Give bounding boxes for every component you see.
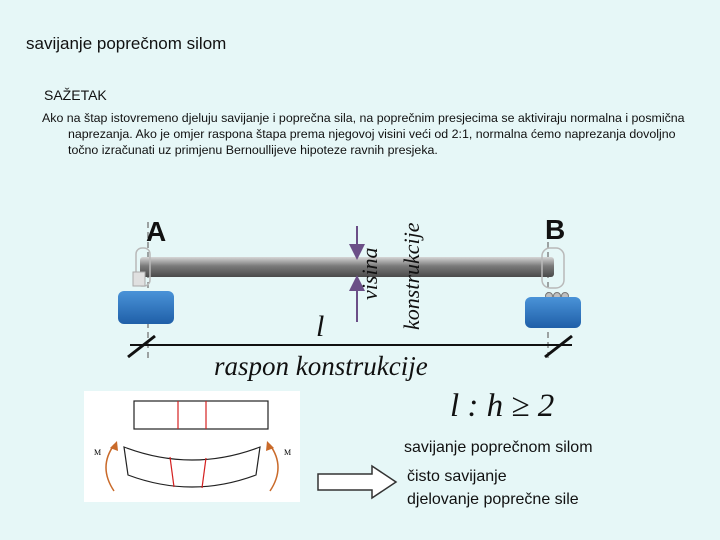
ratio-formula: l : h ≥ 2 xyxy=(450,388,555,424)
summary-paragraph: Ako na štap istovremeno djeluju savijanje i poprečna sila, na poprečnim presjecima se aktiviraju normalna i posmična naprezanja. Ako je omjer raspona štapa prema njegovoj visini veći od 2:1, normalna ćemo naprezanja dovoljno točno izračunati uz primjenu Bernoullijeve hipoteze ravnih presjeka. xyxy=(42,111,685,157)
support-a-label: A xyxy=(146,216,167,247)
height-label-line2: konstrukcije xyxy=(399,222,424,330)
moment-arrow-right xyxy=(270,445,278,491)
caption-arrow xyxy=(318,466,396,498)
support-b-block xyxy=(525,297,581,328)
bent-cut-2 xyxy=(202,458,206,488)
support-b-label: B xyxy=(545,214,566,245)
moment-arrow-left xyxy=(106,445,114,491)
span-label: raspon konstrukcije xyxy=(214,351,428,381)
caption-line-3: djelovanje poprečne sile xyxy=(407,491,579,508)
moment-label-right: M xyxy=(284,448,292,457)
span-tick-right xyxy=(545,336,572,357)
bending-thumbnail xyxy=(84,391,300,502)
moment-label-left: M xyxy=(94,448,102,457)
caption-line-2: čisto savijanje xyxy=(407,468,507,485)
straight-segment xyxy=(134,401,268,429)
height-label-line1: visina xyxy=(357,247,382,300)
support-a-block xyxy=(118,291,174,324)
bent-segment xyxy=(124,447,260,487)
slide-title: savijanje poprečnom silom xyxy=(26,34,227,53)
span-symbol: l xyxy=(316,310,325,343)
bending-illustration xyxy=(84,391,300,502)
span-tick-left xyxy=(128,336,155,357)
bent-cut-1 xyxy=(170,457,174,487)
caption-line-1: savijanje poprečnom silom xyxy=(404,439,593,456)
section-heading: SAŽETAK xyxy=(44,87,107,103)
beam xyxy=(140,257,554,277)
